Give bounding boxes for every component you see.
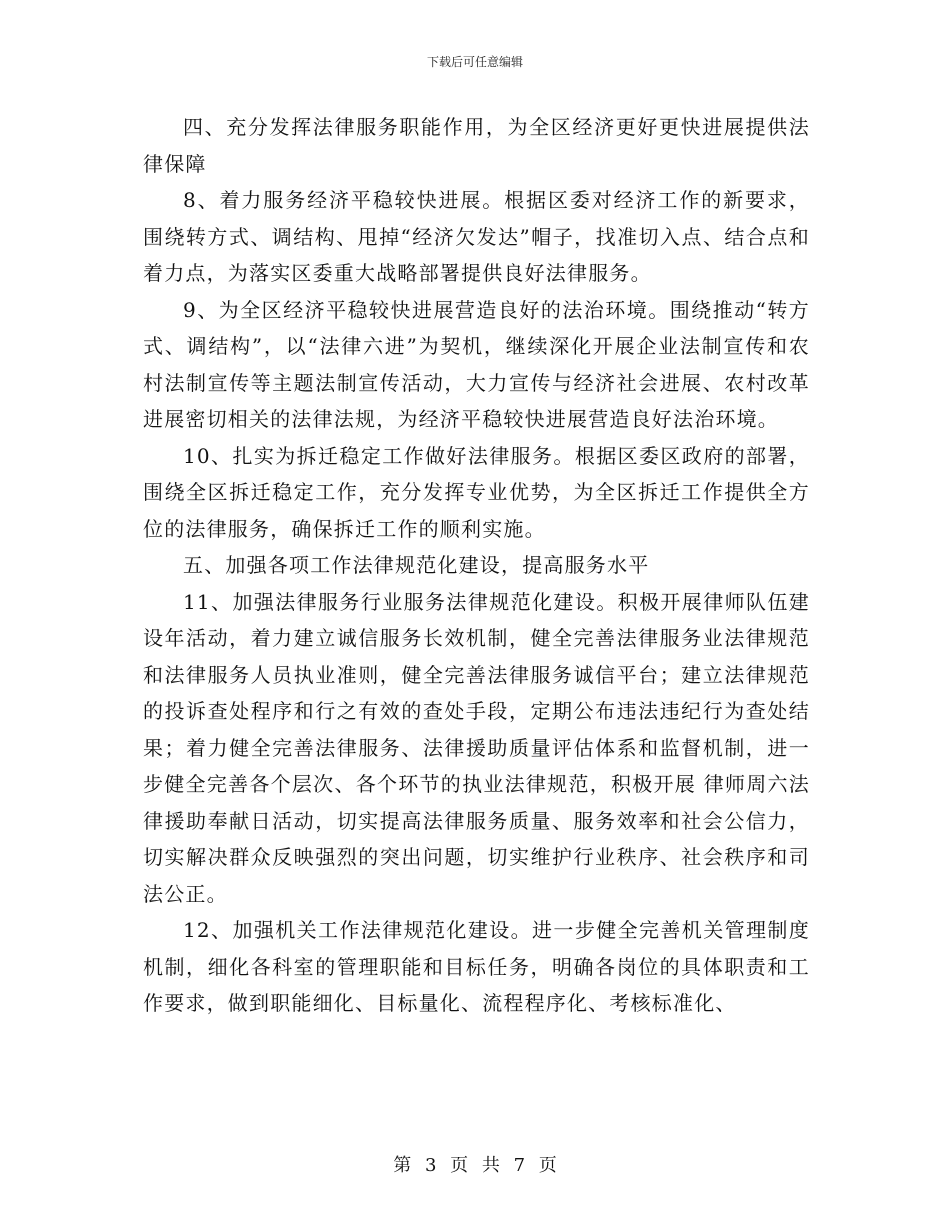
document-body [143, 109, 810, 1022]
paragraph-item-9: 9、为全区经济平稳较快进展营造良好的法治环境。围绕推动“转方式、调结构”，以“法律六进”为契机，继续深化开展企业法制宣传和农村法制宣传等主题法制宣传活动，大力宣传与经济社会进展、农村改革进展密切相关的法律法规，为经济平稳较快进展营造良好法治环境。 [143, 297, 810, 431]
paragraph-item-12: 12、加强机关工作法律规范化建设。进一步健全完善机关管理制度机制，细化各科室的管理职能和目标任务，明确各岗位的具体职责和工作要求，做到职能细化、目标量化、流程程序化、考核标准化、 [143, 918, 810, 1015]
paragraph-item-10: 10、扎实为拆迁稳定工作做好法律服务。根据区委区政府的部署，围绕全区拆迁稳定工作，充分发挥专业优势，为全区拆迁工作提供全方位的法律服务，确保拆迁工作的顺利实施。 [143, 443, 810, 541]
page-header-note: 下载后可任意编辑 [426, 55, 523, 69]
section-heading-5: 五、加强各项工作法律规范化建设，提高服务水平 [183, 553, 650, 577]
paragraph-item-8: 8、着力服务经济平稳较快进展。根据区委对经济工作的新要求，围绕转方式、调结构、甩掉“经济欠发达”帽子，找准切入点、结合点和着力点，为落实区委重大战略部署提供良好法律服务。 [143, 188, 810, 285]
section-heading-4: 四、充分发挥法律服务职能作用，为全区经济更好更快进展提供法律保障 [143, 115, 810, 176]
page-number-footer: 第 3 页 共 7 页 [393, 1155, 557, 1176]
paragraph-item-11: 11、加强法律服务行业服务法律规范化建设。积极开展律师队伍建设年活动，着力建立诚信服务长效机制，健全完善法律服务业法律规范和法律服务人员执业准则，健全完善法律服务诚信平台；建立法律规范的投诉查处程序和行之有效的查处手段，定期公布违法违纪行为查处结果；着力健全完善法律服务、法律援助质量评估体系和监督机制，进一步健全完善各个层次、各个环节的执业法律规范，积极开展 律师周六法律援助奉献日活动，切实提高法律服务质量、服务效率和社会公信力，切实解决群众反映强烈的突出问题，切实维护行业秩序、社会秩序和司法公正。 [143, 589, 810, 906]
